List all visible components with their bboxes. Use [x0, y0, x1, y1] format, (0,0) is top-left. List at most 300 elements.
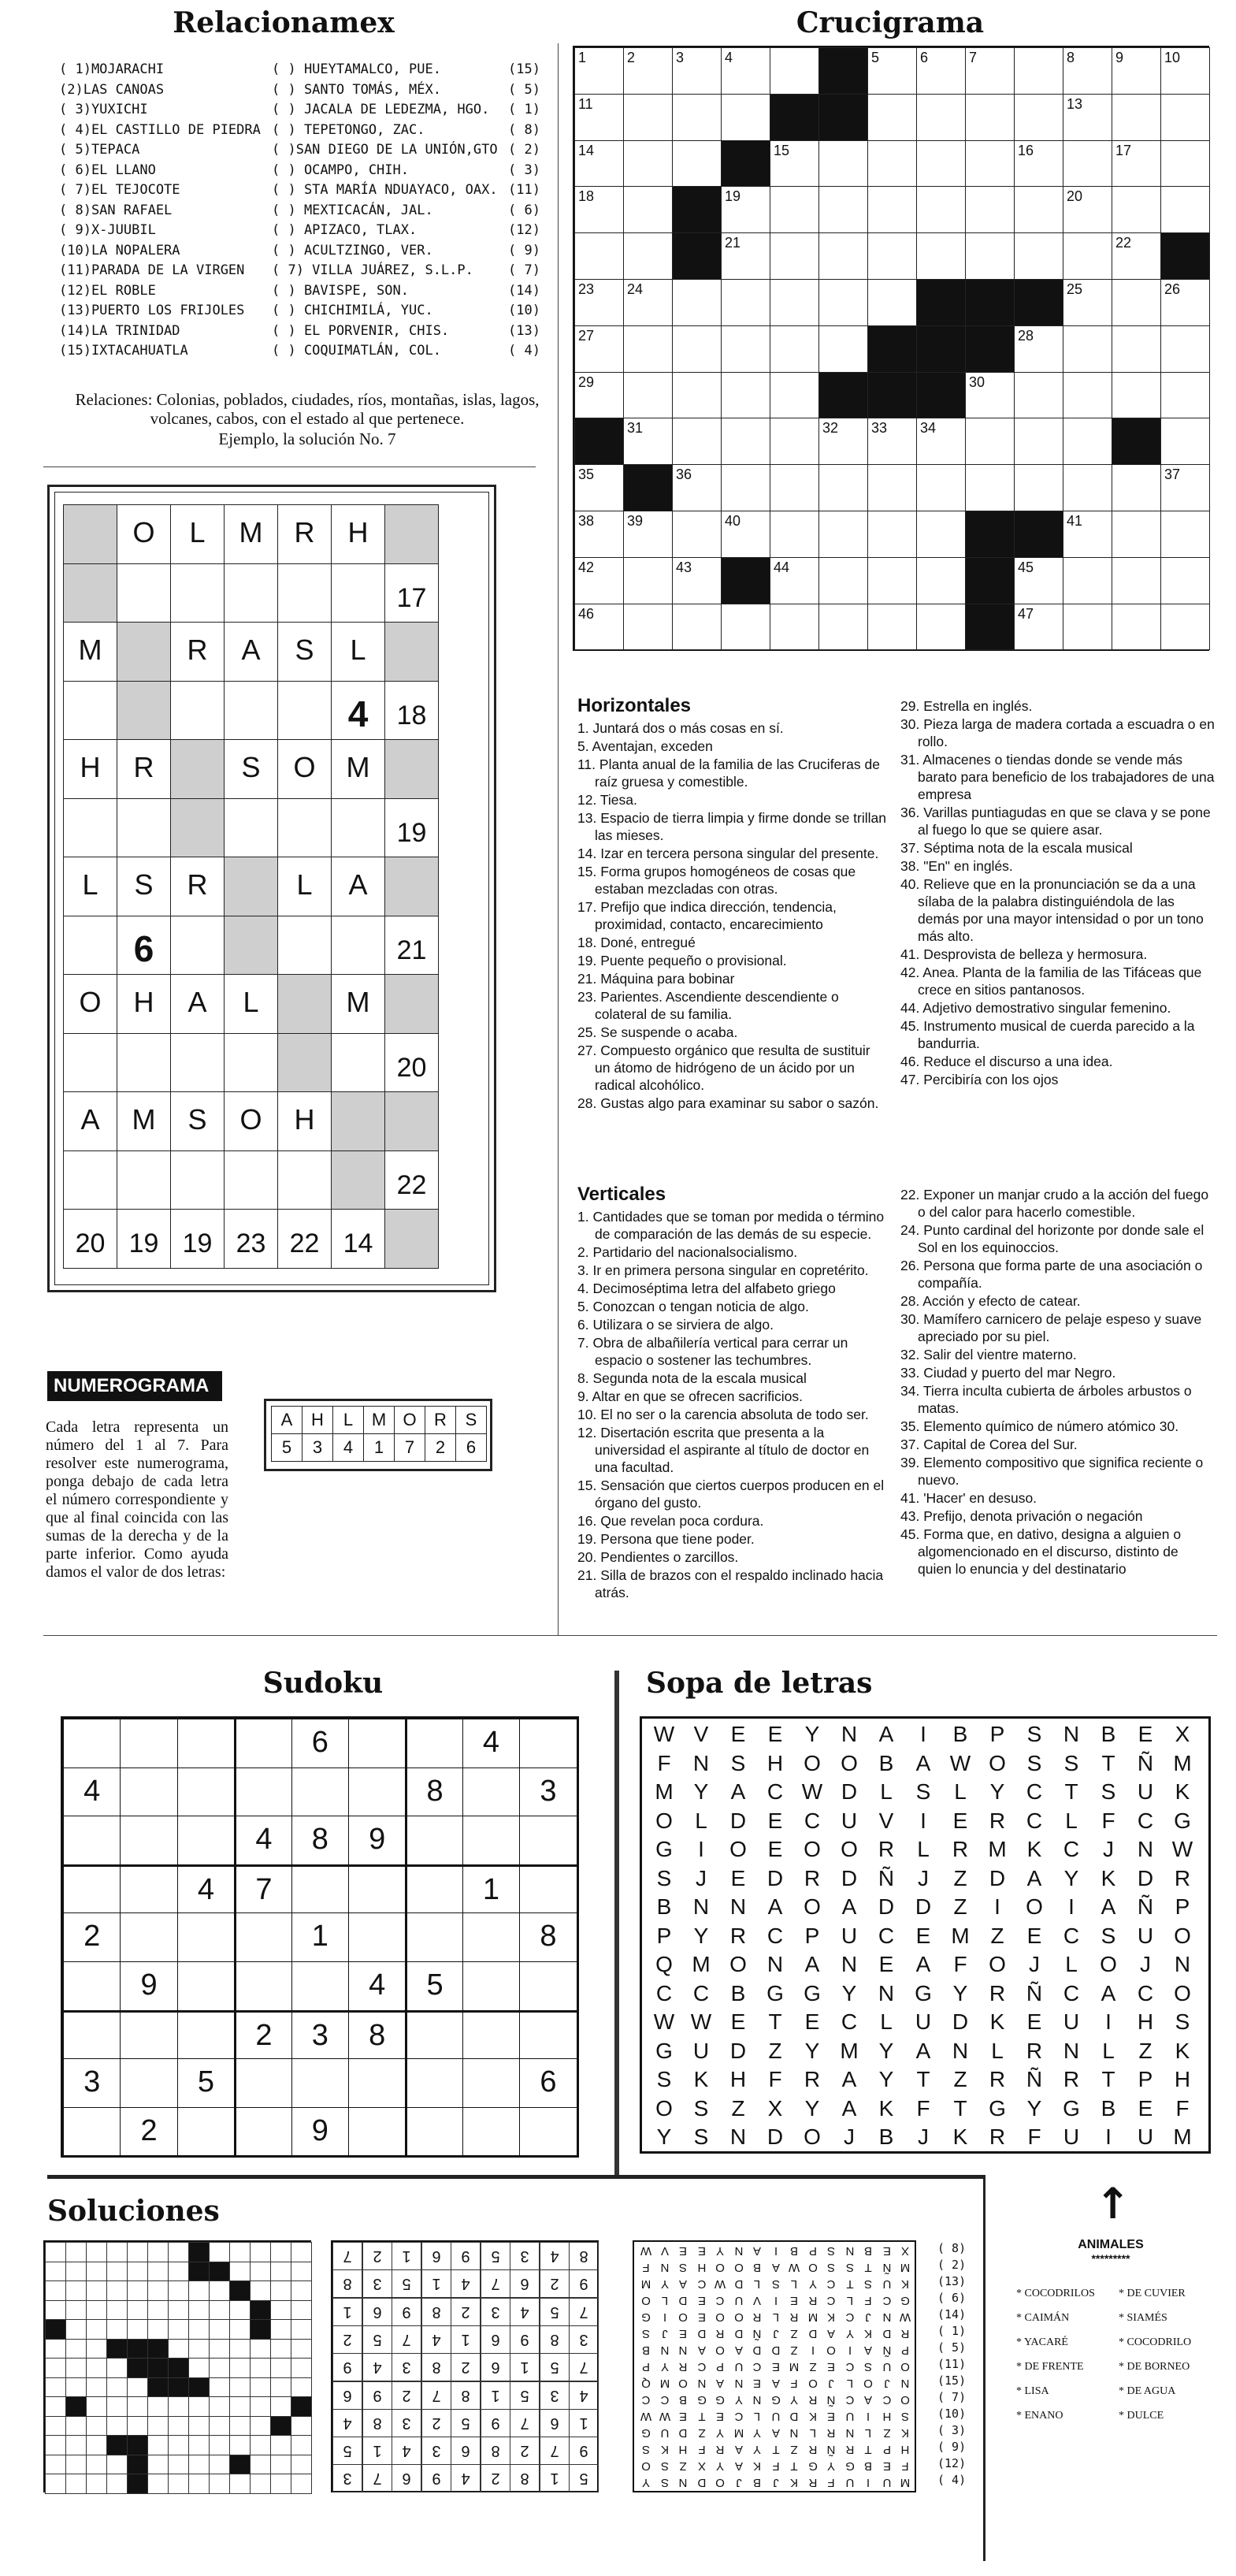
numerograma-cell	[384, 504, 439, 564]
sopa-letter: W	[1171, 1837, 1193, 1861]
numerograma-value: 17	[396, 582, 427, 613]
sudoku-grid	[61, 1716, 579, 2158]
sudoku-solution-cell: 6	[332, 2381, 362, 2410]
relacionamex-place: ( 3)YUXICHI	[59, 102, 148, 117]
sopa-solution-letter: B	[864, 2244, 873, 2258]
clue-item: 15. Forma grupos homogéneos de cosas que estaban mezcladas con otras.	[577, 864, 856, 897]
solution-cell	[209, 2339, 230, 2359]
numerograma-cell	[331, 504, 385, 564]
crossword-cell	[1014, 140, 1063, 188]
sopa-solution-letter: E	[679, 2327, 688, 2340]
sopa-solution-letter: N	[660, 2344, 669, 2357]
solution-cell	[291, 2300, 312, 2321]
sopa-letter: Y	[1063, 1865, 1079, 1890]
crossword-clue-number: 41	[1067, 513, 1083, 529]
crossword-cell	[721, 325, 770, 373]
sopa-letter: O	[655, 1808, 673, 1833]
sopa-letter: A	[1026, 1865, 1042, 1890]
numerograma-cell	[331, 681, 385, 741]
crossword-cell	[623, 232, 673, 280]
sudoku-cell	[120, 1961, 176, 2010]
sudoku-given: 9	[311, 2113, 328, 2147]
sopa-letter: S	[693, 2124, 709, 2149]
crossword-cell	[1063, 464, 1112, 511]
sopa-solution-letter: B	[679, 2393, 688, 2407]
numerograma-value: A	[348, 868, 368, 901]
sopa-letter: A	[915, 2038, 931, 2063]
crossword-cell	[574, 140, 624, 188]
sopa-letter: B	[952, 1722, 968, 1746]
numerograma-cell	[277, 622, 332, 682]
sopa-solution-letter: R	[678, 2360, 688, 2373]
crossword-clue-number: 2	[627, 50, 636, 65]
solution-cell	[250, 2262, 271, 2282]
solution-cell	[229, 2339, 251, 2359]
crossword-cell	[818, 325, 868, 373]
clue-item: 47. Percibiría con los ojos	[900, 1072, 1059, 1087]
sopa-solution-letter: E	[882, 2244, 891, 2258]
solution-cell	[209, 2300, 230, 2321]
solution-cell	[291, 2319, 312, 2340]
sopa-solution-letter: L	[846, 2377, 853, 2390]
sudoku-solution-cell: 3	[569, 2325, 599, 2354]
sopa-solution-letter: Z	[790, 2443, 798, 2456]
sopa-letter: D	[1137, 1865, 1154, 1890]
sopa-letter: Y	[693, 1923, 709, 1948]
crossword-cell	[721, 232, 770, 280]
sopa-letter: X	[767, 2095, 783, 2121]
sopa-solution-letter: W	[899, 2310, 911, 2324]
sopa-solution-letter: P	[808, 2244, 817, 2258]
crossword-clue-number: 8	[1067, 50, 1075, 65]
crossword-cell	[672, 47, 722, 95]
sopa-solution-letter: L	[772, 2310, 779, 2324]
sopa-solution-letter: C	[715, 2294, 725, 2307]
sudoku-solution-cell: 3	[540, 2381, 570, 2410]
numerograma-cell	[117, 1209, 171, 1269]
solution-cell	[65, 2396, 87, 2417]
relacionamex-row	[59, 283, 547, 303]
sudoku-solution-cell: 6	[481, 2325, 510, 2354]
clue-item: 29. Estrella en inglés.	[900, 698, 1033, 714]
sopa-solution-letter: S	[660, 2476, 669, 2489]
sudoku-solution-cell: 7	[332, 2242, 362, 2270]
crossword-cell	[1160, 94, 1210, 141]
sopa-solution-letter: D	[789, 2410, 799, 2423]
numerograma-value: 6	[133, 927, 154, 969]
numerograma-cell	[277, 916, 332, 976]
sopa-letter: E	[1138, 1722, 1153, 1746]
relacionamex-state: ( ) EL PORVENIR, CHIS.	[272, 322, 450, 339]
sopa-letter: M	[1173, 2124, 1192, 2149]
sopa-letter: A	[767, 1894, 783, 1919]
numerograma-value: 21	[396, 935, 427, 965]
sudoku-solution-cell: 5	[540, 2298, 570, 2326]
crossword-clue-number: 20	[1067, 188, 1083, 205]
sopa-solution-letter: E	[827, 2410, 836, 2423]
sudoku-solution-cell: 4	[569, 2381, 599, 2410]
sopa-solution-letter: L	[864, 2426, 872, 2440]
relacionamex-place: ( 6)EL LLANO	[59, 162, 156, 178]
sopa-solution-letter: G	[715, 2393, 725, 2407]
solution-cell	[86, 2319, 107, 2340]
crossword-cell	[867, 511, 917, 558]
relacionamex-state: ( ) HUEYTAMALCO, PUE.	[272, 61, 441, 77]
sopa-letter: D	[766, 2124, 784, 2149]
sopa-solution-letter: R	[845, 2443, 854, 2456]
relacionamex-place: (13)PUERTO LOS FRIJOLES	[59, 303, 245, 318]
numerograma-cell	[63, 857, 117, 916]
crossword-cell	[574, 557, 624, 604]
crossword-cell	[1160, 140, 1210, 188]
clue-item: 24. Punto cardinal del horizonte por donde sale el Sol en los equinoccios.	[900, 1222, 1204, 1255]
sopa-solution-letter: L	[809, 2426, 816, 2440]
crossword-cell	[916, 186, 966, 233]
crossword-cell	[1160, 186, 1210, 233]
sudoku-cell	[405, 1816, 462, 1864]
animales-stars: *********	[1091, 2252, 1130, 2265]
sopa-solution-letter: D	[771, 2344, 780, 2357]
key-letter: A	[280, 1410, 293, 1429]
clue-item: 36. Varillas puntiagudas en que se clava y se pone al fuego lo que se quiere asar.	[900, 805, 1211, 838]
crossword-clue-number: 4	[725, 50, 733, 65]
key-letter: S	[465, 1410, 477, 1429]
crossword-cell	[916, 464, 966, 511]
sudoku-cell	[462, 2107, 519, 2156]
solution-cell	[188, 2242, 210, 2262]
sopa-letter: S	[656, 1865, 672, 1890]
key-letter-cell	[271, 1406, 303, 1434]
crossword-cell	[574, 325, 624, 373]
sopa-letter: R	[729, 1923, 747, 1948]
solution-cell	[86, 2396, 107, 2417]
clue-item: 11. Planta anual de la familia de las Cruciferas de raíz gruesa y comestible.	[577, 756, 880, 790]
solution-cell	[65, 2455, 87, 2475]
numerograma-cell	[63, 681, 117, 741]
solution-cell	[209, 2435, 230, 2455]
relacionamex-title: Relacionamex	[173, 6, 395, 39]
solution-cell	[188, 2280, 210, 2301]
crossword-cell	[1112, 279, 1161, 326]
numerograma-grid	[63, 504, 481, 1277]
sudoku-cell	[519, 2010, 576, 2059]
sudoku-solution-cell: 1	[332, 2298, 362, 2326]
sopa-solution-letter: F	[901, 2459, 909, 2473]
relacionamex-state: ( ) MEXTICACÁN, JAL.	[272, 202, 433, 218]
sopa-letter: Ñ	[878, 1865, 895, 1890]
crossword-cell	[623, 604, 673, 651]
sopa-letter: S	[1063, 1750, 1079, 1775]
sudoku-solution-cell: 9	[481, 2409, 510, 2437]
sopa-letter: V	[693, 1722, 709, 1746]
solution-cell	[291, 2280, 312, 2301]
crossword-black-cell	[770, 94, 819, 141]
crossword-black-cell	[721, 140, 770, 188]
numerograma-cell	[277, 1150, 332, 1210]
sopa-letter: O	[1026, 1894, 1043, 1919]
numerograma-value: R	[187, 868, 208, 901]
solution-cell	[86, 2280, 107, 2301]
solution-cell	[188, 2396, 210, 2417]
sopa-letter: F	[1175, 2095, 1190, 2121]
numerograma-cell	[384, 1091, 439, 1151]
sudoku-solution-cell: 9	[421, 2464, 451, 2492]
solution-cell	[250, 2339, 271, 2359]
crossword-cell	[623, 372, 673, 419]
sopa-solution-letter: D	[882, 2327, 891, 2340]
sopa-letter: L	[917, 1837, 930, 1861]
sopa-letter: E	[767, 1837, 783, 1861]
sopa-solution-letter: E	[753, 2377, 762, 2390]
sopa-letter: T	[1101, 1750, 1115, 1775]
clue-item: 38. "En" en inglés.	[900, 858, 1013, 874]
sopa-letter: C	[692, 1980, 710, 2005]
clue-item: 37. Capital de Corea del Sur.	[900, 1437, 1078, 1452]
sopa-letter: T	[1064, 1779, 1078, 1804]
sopa-solution-letter: N	[845, 2244, 854, 2258]
crossword-cell	[867, 604, 917, 651]
sopa-letter: P	[989, 1722, 1005, 1746]
crossword-cell	[1160, 557, 1210, 604]
numerograma-value: 4	[347, 693, 369, 734]
sopa-letter: E	[730, 1865, 746, 1890]
sopa-solution-letter: W	[714, 2277, 726, 2291]
numerograma-value: H	[133, 986, 154, 1018]
sopa-letter: C	[841, 2009, 858, 2034]
sopa-solution-letter: L	[753, 2277, 761, 2291]
sudoku-cell	[177, 2107, 234, 2156]
sopa-letter: F	[657, 1750, 671, 1775]
crossword-cell	[1112, 604, 1161, 651]
crossword-cell	[916, 47, 966, 95]
relacionamex-note: Relaciones: Colonias, poblados, ciudades, ríos, montañas, islas, lagos, volcanes, cabos, con el estado al que pertenece.	[75, 390, 540, 428]
crossword-clue-number: 44	[774, 559, 790, 575]
sudoku-cell	[519, 1768, 576, 1816]
solution-cell	[209, 2416, 230, 2437]
animal-item: * SIAMÉS	[1119, 2312, 1167, 2324]
animal-item: * DULCE	[1119, 2410, 1164, 2422]
sudoku-solution-cell: 2	[451, 2298, 481, 2326]
relacionamex-solution	[937, 2240, 981, 2500]
verticales-list-cont	[900, 1186, 1216, 1578]
sudoku-given: 3	[84, 2065, 101, 2099]
sopa-letter: B	[1101, 2095, 1116, 2121]
clue-item: 18. Doné, entregué	[577, 935, 696, 950]
relacionamex-row	[59, 243, 547, 263]
crossword-cell	[1112, 94, 1161, 141]
crossword-clue-number: 34	[920, 420, 937, 437]
sudoku-solution-cell: 8	[421, 2298, 451, 2326]
sopa-letter: O	[1100, 1952, 1117, 1976]
sopa-letter: Y	[804, 2095, 820, 2121]
crossword-cell	[867, 418, 917, 465]
numerograma-cell	[63, 563, 117, 623]
relacionamex-row	[59, 303, 547, 323]
sopa-letter: Y	[952, 1980, 968, 2005]
sopa-solution-letter: C	[697, 2277, 706, 2291]
numerograma-value: R	[187, 634, 208, 666]
sopa-letter: N	[729, 2124, 747, 2149]
sopa-solution-letter: B	[864, 2459, 873, 2473]
numerograma-cell	[331, 739, 385, 799]
solution-cell	[86, 2474, 107, 2494]
sopa-letter: Z	[953, 2067, 967, 2091]
numerograma-cell	[224, 739, 278, 799]
numerograma-cell	[170, 1033, 225, 1093]
crossword-cell	[1112, 325, 1161, 373]
numerograma-cell	[277, 798, 332, 858]
clue-item: 21. Silla de brazos con el respaldo inclinado hacia atrás.	[577, 1567, 884, 1600]
sopa-solution-letter: T	[771, 2443, 780, 2456]
crossword-cell	[623, 47, 673, 95]
numerograma-cell	[224, 974, 278, 1034]
sopa-letter: J	[1029, 1952, 1040, 1976]
clue-item: 17. Prefijo que indica dirección, tendencia, proximidad, contacto, encarecimiento	[577, 899, 837, 932]
sopa-letter: F	[1101, 1808, 1115, 1833]
sudoku-cell	[462, 2010, 519, 2059]
sopa-letter: L	[991, 2038, 1004, 2063]
relacionamex-solution-item: ( 7)	[937, 2390, 967, 2404]
sopa-letter: S	[656, 2067, 672, 2091]
sopa-letter: U	[841, 1808, 858, 1833]
clue-item: 2. Partidario del nacionalsocialismo.	[577, 1244, 798, 1260]
relacionamex-place: (12)EL ROBLE	[59, 282, 156, 299]
crossword-cell	[672, 94, 722, 141]
sopa-solution-letter: I	[866, 2410, 870, 2423]
sopa-letter: L	[695, 1808, 707, 1833]
crossword-cell	[1063, 325, 1112, 373]
solution-cell	[147, 2455, 169, 2475]
sopa-letter: I	[1068, 1894, 1075, 1919]
sopa-letter: C	[1063, 1923, 1080, 1948]
clue-item: 42. Anea. Planta de la familia de las Tifáceas que crece en sitios pantanosos.	[900, 965, 1202, 998]
numerograma-cell	[224, 504, 278, 564]
crossword-black-cell	[1160, 232, 1210, 280]
sopa-letter: H	[766, 1750, 784, 1775]
crossword-clue-number: 43	[676, 559, 692, 575]
sudoku-solution-cell: 7	[421, 2381, 451, 2410]
solution-cell	[147, 2339, 169, 2359]
crossword-cell	[770, 511, 819, 558]
sopa-solution-letter: I	[774, 2244, 778, 2258]
sopa-letter: C	[766, 1923, 784, 1948]
relacionamex-solution-item: (15)	[937, 2373, 967, 2388]
numerograma-cell	[331, 798, 385, 858]
solution-cell	[188, 2435, 210, 2455]
clue-item: 1. Juntará dos o más cosas en sí.	[577, 720, 784, 736]
sopa-letter: N	[1063, 1722, 1080, 1746]
sopa-letter: W	[653, 1722, 675, 1746]
sopa-solution-letter: L	[790, 2277, 798, 2291]
soluciones-rule	[47, 2175, 985, 2179]
sopa-solution-letter: R	[826, 2426, 836, 2440]
crossword-cell	[1063, 186, 1112, 233]
solution-cell	[127, 2455, 148, 2475]
sopa-solution-letter: Y	[716, 2426, 725, 2440]
relacionamex-solution-item: (10)	[937, 2407, 967, 2421]
sopa-solution-letter: C	[752, 2360, 762, 2373]
sopa-letter: K	[878, 2095, 894, 2121]
solution-cell	[106, 2339, 128, 2359]
sopa-solution-letter: O	[733, 2261, 744, 2274]
solution-cell	[291, 2358, 312, 2378]
sopa-solution-letter: O	[715, 2476, 725, 2489]
sudoku-solution-cell: 8	[451, 2381, 481, 2410]
numerograma-cell	[63, 916, 117, 976]
crossword-clue-number: 16	[1018, 142, 1034, 158]
relacionamex-place: (11)PARADA DE LA VIRGEN	[59, 262, 245, 278]
sopa-letter: Z	[990, 1923, 1004, 1948]
sudoku-solution-cell: 1	[362, 2437, 392, 2465]
solution-cell	[168, 2300, 189, 2321]
clue-item: 25. Se suspende o acaba.	[577, 1024, 738, 1040]
solution-cell	[250, 2396, 271, 2417]
sopa-solution-letter: D	[697, 2327, 706, 2340]
sopa-letter: D	[952, 2009, 969, 2034]
sopa-letter: L	[954, 1779, 967, 1804]
sopa-solution-letter: E	[679, 2244, 688, 2258]
relacionamex-place: (2)LAS CANOAS	[59, 81, 165, 98]
relacionamex-answer: (13)	[508, 322, 540, 339]
clue-item: 41. Desprovista de belleza y hermosura.	[900, 946, 1148, 962]
crossword-cell	[867, 279, 917, 326]
sopa-solution-letter: B	[753, 2476, 762, 2489]
sopa-solution-letter: C	[826, 2277, 836, 2291]
numerograma-value: O	[79, 986, 102, 1018]
sopa-letter: U	[1137, 2124, 1154, 2149]
sopa-letter: N	[878, 1980, 895, 2005]
sopa-solution-letter: R	[789, 2310, 799, 2324]
solution-cell	[270, 2377, 291, 2398]
crossword-clue-number: 15	[774, 142, 790, 158]
sopa-solution-letter: Y	[734, 2393, 743, 2407]
clue-item: 19. Puente pequeño o provisional.	[577, 953, 787, 968]
numerograma-value: M	[346, 986, 370, 1018]
key-letter-cell	[455, 1406, 487, 1434]
solution-cell	[106, 2435, 128, 2455]
numerograma-value: 19	[396, 817, 427, 848]
numerograma-cell	[224, 1033, 278, 1093]
crossword-cell	[1014, 186, 1063, 233]
numerograma-cell	[170, 798, 225, 858]
sopa-letter: K	[693, 2067, 709, 2091]
solution-cell	[106, 2377, 128, 2398]
sopa-letter: C	[804, 1808, 821, 1833]
sudoku-given: 1	[482, 1872, 500, 1906]
clue-item: 9. Altar en que se ofrecen sacrificios.	[577, 1388, 803, 1404]
crossword-black-cell	[818, 372, 868, 419]
numerograma-value: A	[187, 986, 207, 1018]
sopa-letter: J	[918, 2124, 929, 2149]
sudoku-cell	[462, 1768, 519, 1816]
sopa-solution-letter: M	[807, 2310, 818, 2324]
sopa-letter: R	[1063, 2067, 1080, 2091]
sopa-solution-letter: V	[660, 2244, 669, 2258]
sudoku-given: 3	[311, 2018, 328, 2052]
animal-item: * YACARÉ	[1016, 2336, 1068, 2348]
sopa-letter: E	[1138, 2095, 1153, 2121]
solution-cell	[188, 2455, 210, 2475]
sopa-solution-letter: M	[789, 2360, 800, 2373]
sopa-solution-letter: C	[845, 2393, 854, 2407]
sudoku-cell	[234, 1816, 291, 1864]
solution-cell	[188, 2416, 210, 2437]
sopa-letter: T	[953, 2095, 967, 2121]
solution-cell	[65, 2358, 87, 2378]
sopa-letter: G	[989, 2095, 1006, 2121]
sopa-solution-letter: A	[864, 2393, 873, 2407]
sudoku-solution-cell: 3	[392, 2353, 421, 2381]
